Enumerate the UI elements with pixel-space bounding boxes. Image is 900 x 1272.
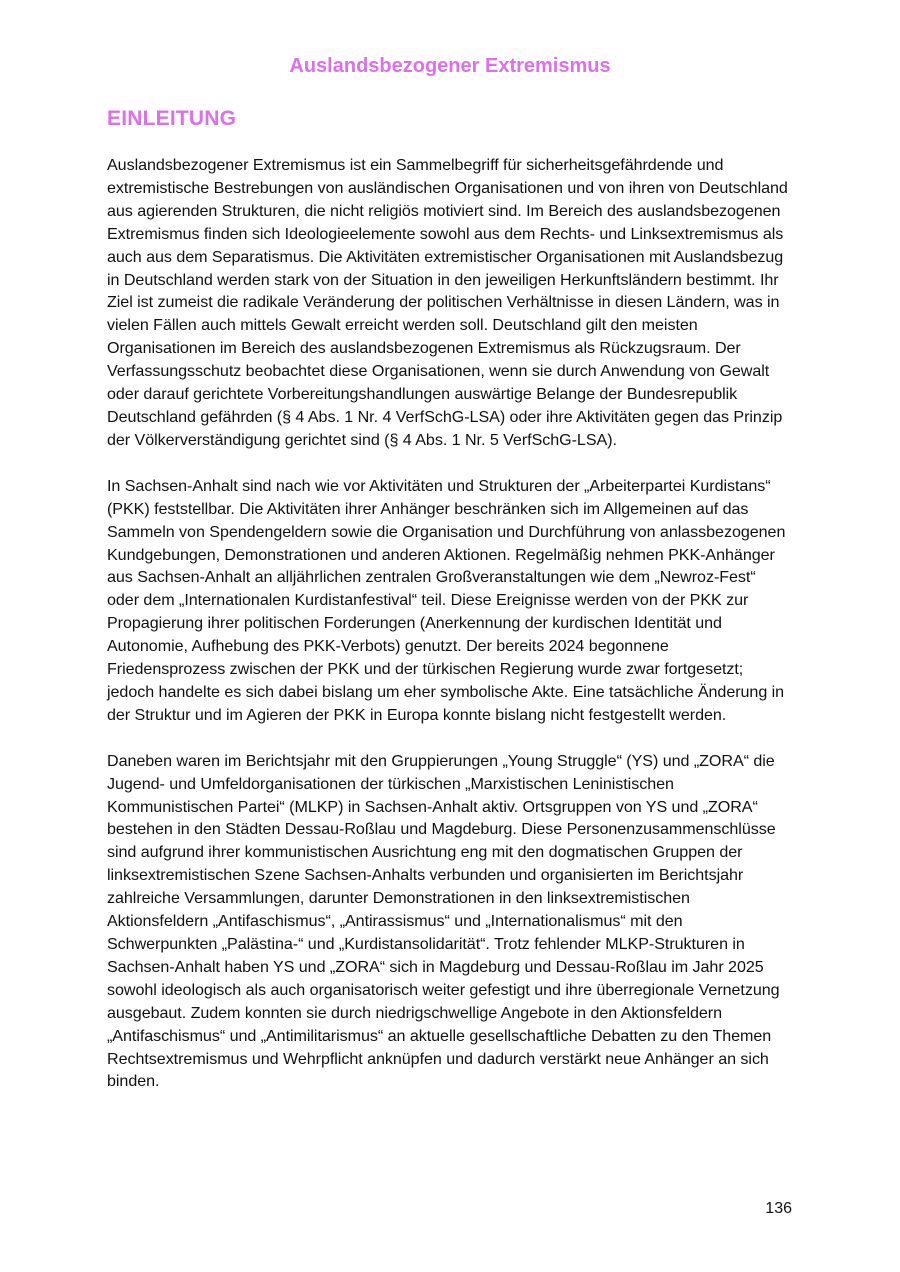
section-heading: EINLEITUNG: [107, 107, 237, 130]
page-number: 136: [765, 1200, 792, 1217]
paragraph: Daneben waren im Berichtsjahr mit den Gruppierungen „Young Struggle“ (YS) und „ZORA“ die Jugend- und Umfeldorganisationen der türkischen „Marxistischen Leninistischen Kommunistischen Partei“ (MLKP) in Sachsen-Anhalt aktiv. Ortsgruppen von YS und „ZORA“ bestehen in den Städten Dessau-Roßlau und Magdeburg. Diese Personenzusammenschlüsse sind aufgrund ihrer kommunistischen Ausrichtung eng mit den dogmatischen Gruppen der linksextremistischen Szene Sachsen-Anhalts verbunden und organisierten im Berichtsjahr zahlreiche Versammlungen, darunter Demonstrationen in den linksextremistischen Aktionsfeldern „Antifaschismus“, „Antirassismus“ und „Internationalismus“ mit den Schwerpunkten „Palästina-“ und „Kurdistansolidarität“. Trotz fehlender MLKP-Strukturen in Sachsen-Anhalt haben YS und „ZORA“ sich in Magdeburg und Dessau-Roßlau im Jahr 2025 sowohl ideologisch als auch organisatorisch weiter gefestigt und ihre überregionale Vernetzung ausgebaut. Zudem konnten sie durch niedrigschwellige Angebote in den Aktionsfeldern „Antifaschismus“ und „Antimilitarismus“ an aktuelle gesellschaftliche Debatten zu den Themen Rechtsextremismus und Wehrpflicht anknüpfen und dadurch verstärkt neue Anhänger an sich binden.: [107, 751, 780, 1091]
body-text: [107, 154, 791, 1116]
paragraph: Auslandsbezogener Extremismus ist ein Sammelbegriff für sicherheitsgefährdende und extremistische Bestrebungen von ausländischen Organisationen und von ihren von Deutschland aus agierenden Strukturen, die nicht religiös motiviert sind. Im Bereich des auslandsbezogenen Extremismus finden sich Ideologieelemente sowohl aus dem Rechts- und Linksextremismus als auch aus dem Separatismus. Die Aktivitäten extremistischer Organisationen mit Auslandsbezug in Deutschland werden stark von der Situation in den jeweiligen Herkunftsländern bestimmt. Ihr Ziel ist zumeist die radikale Veränderung der politischen Verhältnisse in diesen Ländern, was in vielen Fällen auch mittels Gewalt erreicht werden soll. Deutschland gilt den meisten Organisationen im Bereich des auslandsbezogenen Extremismus als Rückzugsraum. Der Verfassungsschutz beobachtet diese Organisationen, wenn sie durch Anwendung von Gewalt oder darauf gerichtete Vorbereitungshandlungen auswärtige Belange der Bundesrepublik Deutschland gefährden (§ 4 Abs. 1 Nr. 4 VerfSchG-LSA) oder ihre Aktivitäten gegen das Prinzip der Völkerverständigung gerichtet sind (§ 4 Abs. 1 Nr. 5 VerfSchG-LSA).: [107, 156, 788, 449]
running-header: Auslandsbezogener Extremismus: [289, 55, 611, 77]
paragraph: In Sachsen-Anhalt sind nach wie vor Aktivitäten und Strukturen der „Arbeiterpartei Kurdistans“ (PKK) feststellbar. Die Aktivitäten ihrer Anhänger beschränken sich im Allgemeinen auf das Sammeln von Spendengeldern sowie die Organisation und Durchführung von anlassbezogenen Kundgebungen, Demonstrationen und anderen Aktionen. Regelmäßig nehmen PKK-Anhänger aus Sachsen-Anhalt an alljährlichen zentralen Großveranstaltungen wie dem „Newroz-Fest“ oder dem „Internationalen Kurdistanfestival“ teil. Diese Ereignisse werden von der PKK zur Propagierung ihrer politischen Forderungen (Anerkennung der kurdischen Identität und Autonomie, Aufhebung des PKK-Verbots) genutzt. Der bereits 2024 begonnene Friedensprozess zwischen der PKK und der türkischen Regierung wurde zwar fortgesetzt; jedoch handelte es sich dabei bislang um eher symbolische Akte. Eine tatsächliche Änderung in der Struktur und im Agieren der PKK in Europa konnte bislang nicht festgestellt werden.: [107, 476, 786, 724]
